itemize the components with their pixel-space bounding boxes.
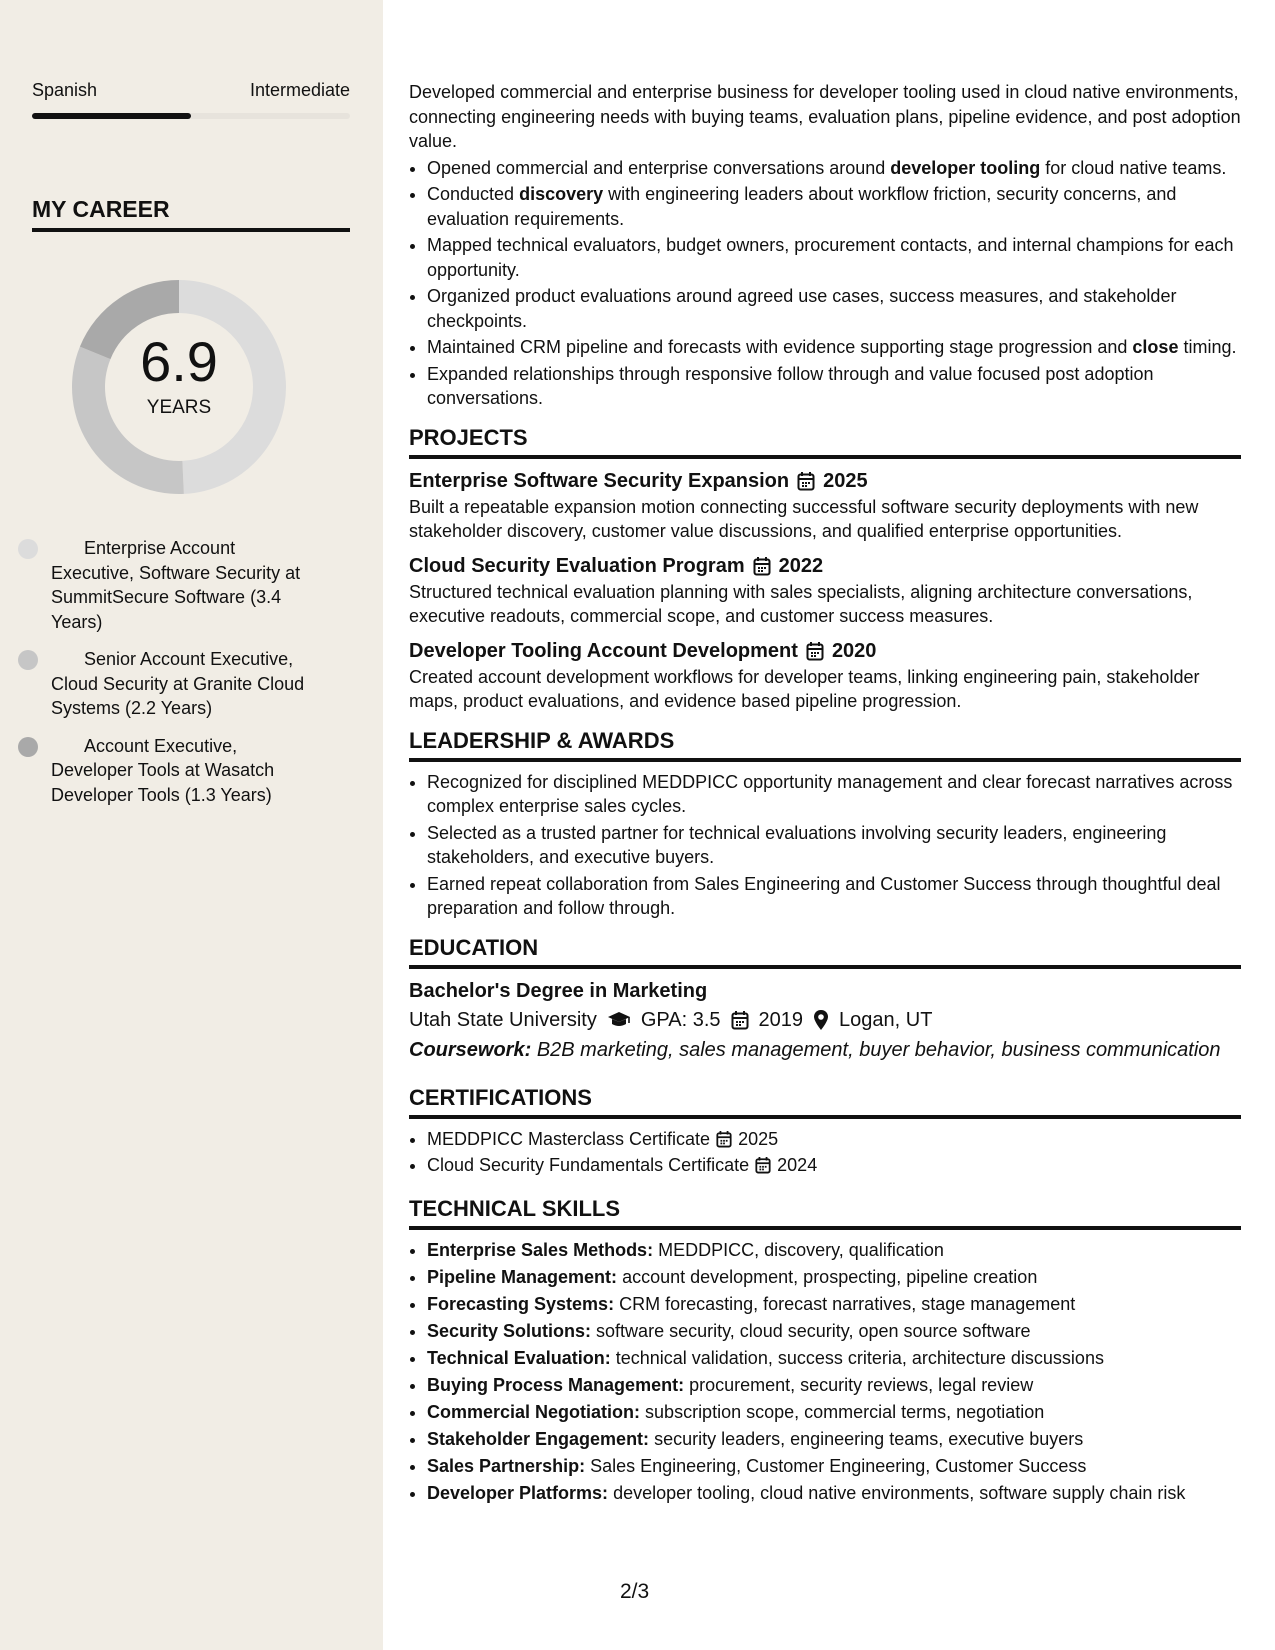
career-item: Account Executive, Developer Tools at Wasatch Developer Tools (1.3 Years) (51, 734, 321, 808)
experience-bullets (409, 156, 1241, 411)
career-dot (18, 650, 38, 670)
project-item (409, 552, 1241, 629)
language-row (32, 80, 350, 101)
language-level: Intermediate (249, 80, 350, 100)
project-item (409, 637, 1241, 714)
career-item: Senior Account Executive, Cloud Security at Granite Cloud Systems (2.2 Years) (51, 647, 321, 721)
list-item: • Security Solutions: software security, cloud security, open source software (427, 1319, 1241, 1344)
career-list (51, 536, 321, 820)
skills-heading: TECHNICAL SKILLS (409, 1196, 1241, 1230)
list-item: • Cloud Security Fundamentals Certificate 2024 (427, 1153, 1241, 1178)
career-heading: MY CAREER (32, 196, 350, 232)
calendar-icon (716, 1130, 732, 1148)
education-gpa: GPA: 3.5 (640, 1008, 721, 1031)
career-total-unit: YEARS (146, 397, 212, 418)
experience-summary: Developed commercial and enterprise business for developer tooling used in cloud native environments, connecting engineering needs with buying teams, evaluation plans, pipeline evidence, and post adoption value. (409, 82, 1241, 151)
project-name: Enterprise Software Security Expansion (409, 469, 790, 492)
skills-list (409, 1238, 1241, 1506)
certifications-heading: CERTIFICATIONS (409, 1085, 1241, 1119)
graduation-cap-icon (607, 1011, 631, 1029)
list-item: • Opened commercial and enterprise conversations around developer tooling for cloud native teams. (427, 156, 1241, 181)
list-item: • Forecasting Systems: CRM forecasting, forecast narratives, stage management (427, 1292, 1241, 1317)
language-name: Spanish (32, 80, 98, 100)
project-desc: Built a repeatable expansion motion connecting successful software security deployments with new stakeholder discovery, customer value discussions, and qualified enterprise opportunities. (409, 496, 1199, 541)
education-heading: EDUCATION (409, 935, 1241, 969)
list-item: • Sales Partnership: Sales Engineering, Customer Engineering, Customer Success (427, 1454, 1241, 1479)
list-item: • Organized product evaluations around agreed use cases, success measures, and stakeholder checkpoints. (427, 284, 1241, 333)
certifications-list (409, 1127, 1241, 1178)
list-item: • Conducted discovery with engineering leaders about workflow friction, security concerns, and evaluation requirements. (427, 182, 1241, 231)
list-item: • MEDDPICC Masterclass Certificate 2025 (427, 1127, 1241, 1152)
leadership-list (409, 770, 1241, 921)
main-content (409, 0, 1241, 1650)
list-item: • Expanded relationships through responsive follow through and value focused post adoption conversations. (427, 362, 1241, 411)
project-desc: Structured technical evaluation planning with sales specialists, aligning architecture conversations, executive readouts, commercial scope, and customer success measures. (409, 581, 1193, 626)
language-proficiency-fill (32, 113, 191, 119)
education-location: Logan, UT (839, 1008, 933, 1031)
sidebar (0, 0, 383, 1650)
map-pin-icon (813, 1009, 829, 1031)
career-item: Enterprise Account Executive, Software Security at SummitSecure Software (3.4 Years) (51, 536, 321, 634)
page-number: 2/3 (620, 1580, 650, 1603)
project-year: 2020 (831, 639, 877, 662)
career-donut-chart (66, 274, 292, 500)
calendar-icon (753, 556, 771, 576)
list-item: • Mapped technical evaluators, budget owners, procurement contacts, and internal champions for each opportunity. (427, 233, 1241, 282)
project-name: Developer Tooling Account Development (409, 639, 798, 662)
list-item: • Stakeholder Engagement: security leaders, engineering teams, executive buyers (427, 1427, 1241, 1452)
projects-heading: PROJECTS (409, 425, 1241, 459)
language-proficiency-bar (32, 113, 350, 119)
project-year: 2025 (823, 469, 868, 492)
list-item: • Commercial Negotiation: subscription scope, commercial terms, negotiation (427, 1400, 1241, 1425)
list-item: • Technical Evaluation: technical validation, success criteria, architecture discussions (427, 1346, 1241, 1371)
calendar-icon (755, 1156, 771, 1174)
education-details (409, 1005, 1241, 1035)
list-item: • Developer Platforms: developer tooling, cloud native environments, software supply chain risk (427, 1481, 1241, 1506)
project-name: Cloud Security Evaluation Program (409, 554, 745, 577)
education-degree: Bachelor's Degree in Marketing (409, 979, 708, 1002)
list-item: • Maintained CRM pipeline and forecasts with evidence supporting stage progression and close timing. (427, 335, 1241, 360)
calendar-icon (806, 641, 824, 661)
list-item: • Recognized for disciplined MEDDPICC opportunity management and clear forecast narratives across complex enterprise sales cycles. (427, 770, 1241, 819)
project-year: 2022 (778, 554, 824, 577)
education-school: Utah State University (409, 1008, 597, 1031)
list-item: • Enterprise Sales Methods: MEDDPICC, discovery, qualification (427, 1238, 1241, 1263)
list-item: • Buying Process Management: procurement, security reviews, legal review (427, 1373, 1241, 1398)
career-total-value: 6.9 (140, 330, 218, 393)
career-dot (18, 737, 38, 757)
project-item (409, 467, 1241, 544)
education-year: 2019 (758, 1008, 804, 1031)
education-coursework: Coursework: B2B marketing, sales management, buyer behavior, business communication (409, 1038, 1221, 1061)
leadership-heading: LEADERSHIP & AWARDS (409, 728, 1241, 762)
project-desc: Created account development workflows for developer teams, linking engineering pain, stakeholder maps, product evaluations, and evidence based pipeline progression. (409, 666, 1200, 711)
calendar-icon (797, 471, 815, 491)
list-item: • Pipeline Management: account development, prospecting, pipeline creation (427, 1265, 1241, 1290)
list-item: • Selected as a trusted partner for technical evaluations involving security leaders, engineering stakeholders, and executive buyers. (427, 821, 1241, 870)
list-item: • Earned repeat collaboration from Sales Engineering and Customer Success through thoughtful deal preparation and follow through. (427, 872, 1241, 921)
calendar-icon (731, 1010, 749, 1030)
career-dot (18, 539, 38, 559)
